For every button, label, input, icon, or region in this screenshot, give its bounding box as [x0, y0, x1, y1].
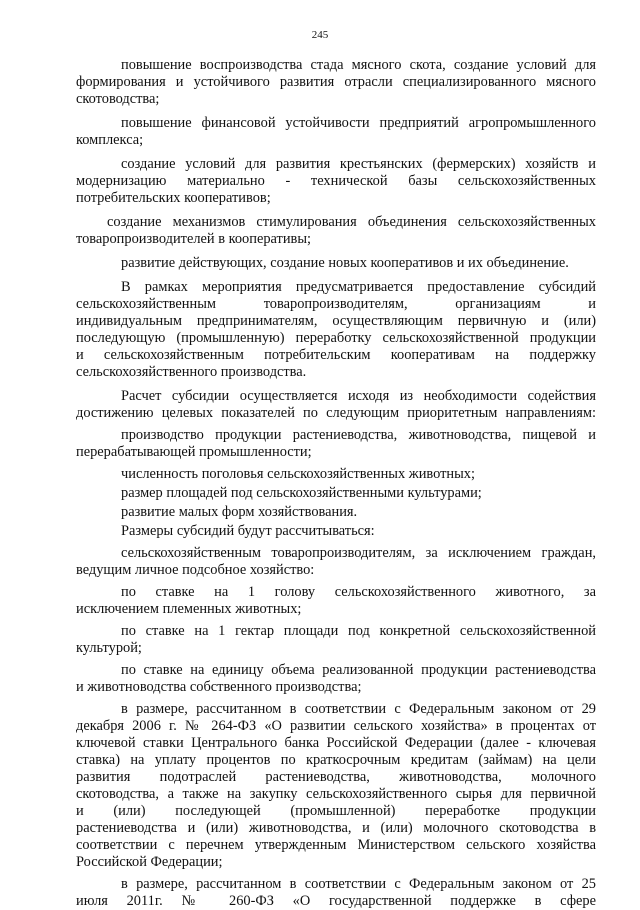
- text-line: развитие малых форм хозяйствования.: [121, 504, 358, 520]
- text-line: Расчет субсидии осуществляется исходя из необходимости содействия: [121, 388, 596, 404]
- text-line: июля 2011г. № 260-ФЗ «О государственной поддержке в сфере: [76, 893, 596, 909]
- text-line: и животноводства собственного производства;: [76, 679, 362, 695]
- text-line: ставка) на уплату процентов по краткосрочным кредитам (займам) на цели: [76, 752, 596, 768]
- text-line: сельскохозяйственным товаропроизводителям, организациям и: [76, 296, 596, 312]
- text-line: модернизацию материально - технической базы сельскохозяйственных: [76, 173, 596, 189]
- text-line: и сельскохозяйственным потребительским кооперативам на поддержку: [76, 347, 596, 363]
- text-line: создание механизмов стимулирования объединения сельскохозяйственных: [107, 214, 596, 230]
- text-line: по ставке на единицу объема реализованной продукции растениеводства: [121, 662, 596, 678]
- text-line: сельскохозяйственного производства.: [76, 364, 307, 380]
- text-line: производство продукции растениеводства, животноводства, пищевой и: [121, 427, 596, 443]
- text-line: и (или) последующей (промышленной) переработке продукции: [76, 803, 596, 819]
- text-line: в размере, рассчитанном в соответствии с Федеральным законом от 29: [121, 701, 596, 717]
- text-line: создание условий для развития крестьянских (фермерских) хозяйств и: [121, 156, 596, 172]
- text-line: развитие действующих, создание новых кооперативов и их объединение.: [121, 255, 569, 271]
- text-line: повышение финансовой устойчивости предприятий агропромышленного: [121, 115, 596, 131]
- text-line: растениеводства и (или) животноводства, и (или) молочного скотоводства в: [76, 820, 596, 836]
- text-line: развития подотраслей растениеводства, животноводства, молочного: [76, 769, 596, 785]
- text-line: в размере, рассчитанном в соответствии с Федеральным законом от 25: [121, 876, 596, 892]
- text-line: ключевой ставки Центрального банка Российской Федерации (далее - ключевая: [76, 735, 596, 751]
- text-line: перерабатывающей промышленности;: [76, 444, 312, 460]
- text-line: численность поголовья сельскохозяйственных животных;: [121, 466, 475, 482]
- text-line: достижению целевых показателей по следующим приоритетным направлениям:: [76, 405, 596, 421]
- text-line: индивидуальным предпринимателям, осуществляющим первичную и (или): [76, 313, 596, 329]
- text-line: формирования и устойчивого развития отрасли специализированного мясного: [76, 74, 596, 90]
- text-line: В рамках мероприятия предусматривается предоставление субсидий: [121, 279, 596, 295]
- page-number: 245: [311, 29, 329, 41]
- text-line: размер площадей под сельскохозяйственными культурами;: [121, 485, 482, 501]
- text-line: сельскохозяйственным товаропроизводителям, за исключением граждан,: [121, 545, 596, 561]
- text-line: соответствии с перечнем утвержденным Министерством сельского хозяйства: [76, 837, 596, 853]
- text-line: товаропроизводителей в кооперативы;: [76, 231, 311, 247]
- text-line: скотоводства;: [76, 91, 160, 107]
- text-line: последующую (промышленную) переработку сельскохозяйственной продукции: [76, 330, 596, 346]
- text-line: ведущим личное подсобное хозяйство:: [76, 562, 315, 578]
- text-line: комплекса;: [76, 132, 144, 148]
- text-line: культурой;: [76, 640, 142, 656]
- text-line: повышение воспроизводства стада мясного скота, создание условий для: [121, 57, 596, 73]
- text-line: по ставке на 1 гектар площади под конкретной сельскохозяйственной: [121, 623, 596, 639]
- text-line: исключением племенных животных;: [76, 601, 302, 617]
- text-line: Размеры субсидий будут рассчитываться:: [121, 523, 375, 539]
- text-line: Российской Федерации;: [76, 854, 223, 870]
- text-line: потребительских кооперативов;: [76, 190, 271, 206]
- text-line: декабря 2006 г. № 264-ФЗ «О развитии сельского хозяйства» в процентах от: [76, 718, 596, 734]
- text-line: скотоводства, а также на закупку сельскохозяйственного сырья для первичной: [76, 786, 596, 802]
- text-line: по ставке на 1 голову сельскохозяйственного животного, за: [121, 584, 596, 600]
